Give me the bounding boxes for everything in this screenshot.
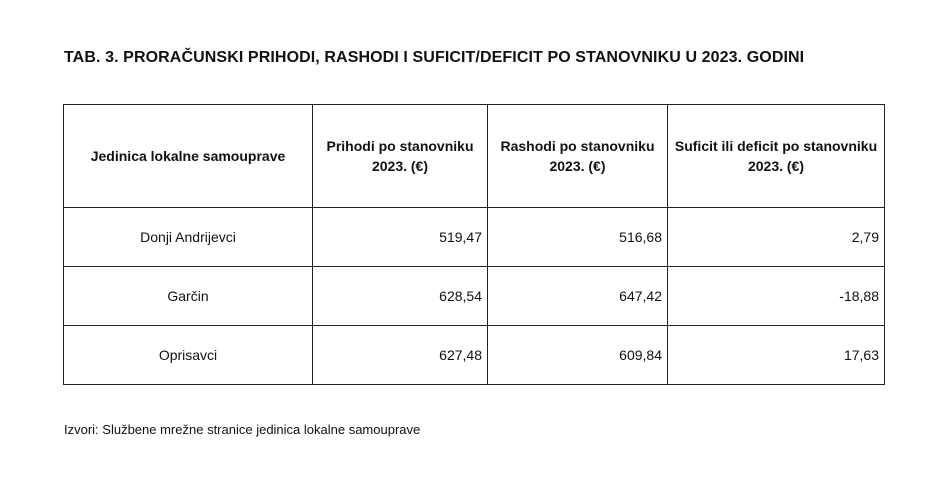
header-expenditure: Rashodi po stanovniku 2023. (€) (488, 105, 668, 208)
cell-revenue: 628,54 (313, 267, 488, 326)
cell-unit-name: Oprisavci (64, 326, 313, 385)
cell-surplus-deficit: -18,88 (668, 267, 885, 326)
cell-surplus-deficit: 2,79 (668, 208, 885, 267)
table-row (64, 208, 885, 267)
table-title: TAB. 3. PRORAČUNSKI PRIHODI, RASHODI I SUFICIT/DEFICIT PO STANOVNIKU U 2023. GODINI (64, 49, 805, 66)
cell-revenue: 627,48 (313, 326, 488, 385)
table-header-row (64, 105, 885, 208)
table-row (64, 267, 885, 326)
cell-expenditure: 516,68 (488, 208, 668, 267)
budget-table (63, 104, 885, 385)
cell-expenditure: 647,42 (488, 267, 668, 326)
cell-revenue: 519,47 (313, 208, 488, 267)
cell-surplus-deficit: 17,63 (668, 326, 885, 385)
cell-unit-name: Garčin (64, 267, 313, 326)
table-row (64, 326, 885, 385)
header-revenue: Prihodi po stanovniku 2023. (€) (313, 105, 488, 208)
source-note: Izvori: Službene mrežne stranice jedinica lokalne samouprave (64, 422, 421, 437)
cell-unit-name: Donji Andrijevci (64, 208, 313, 267)
cell-expenditure: 609,84 (488, 326, 668, 385)
header-unit: Jedinica lokalne samouprave (64, 105, 313, 208)
header-surplus-deficit: Suficit ili deficit po stanovniku 2023. (€) (668, 105, 885, 208)
